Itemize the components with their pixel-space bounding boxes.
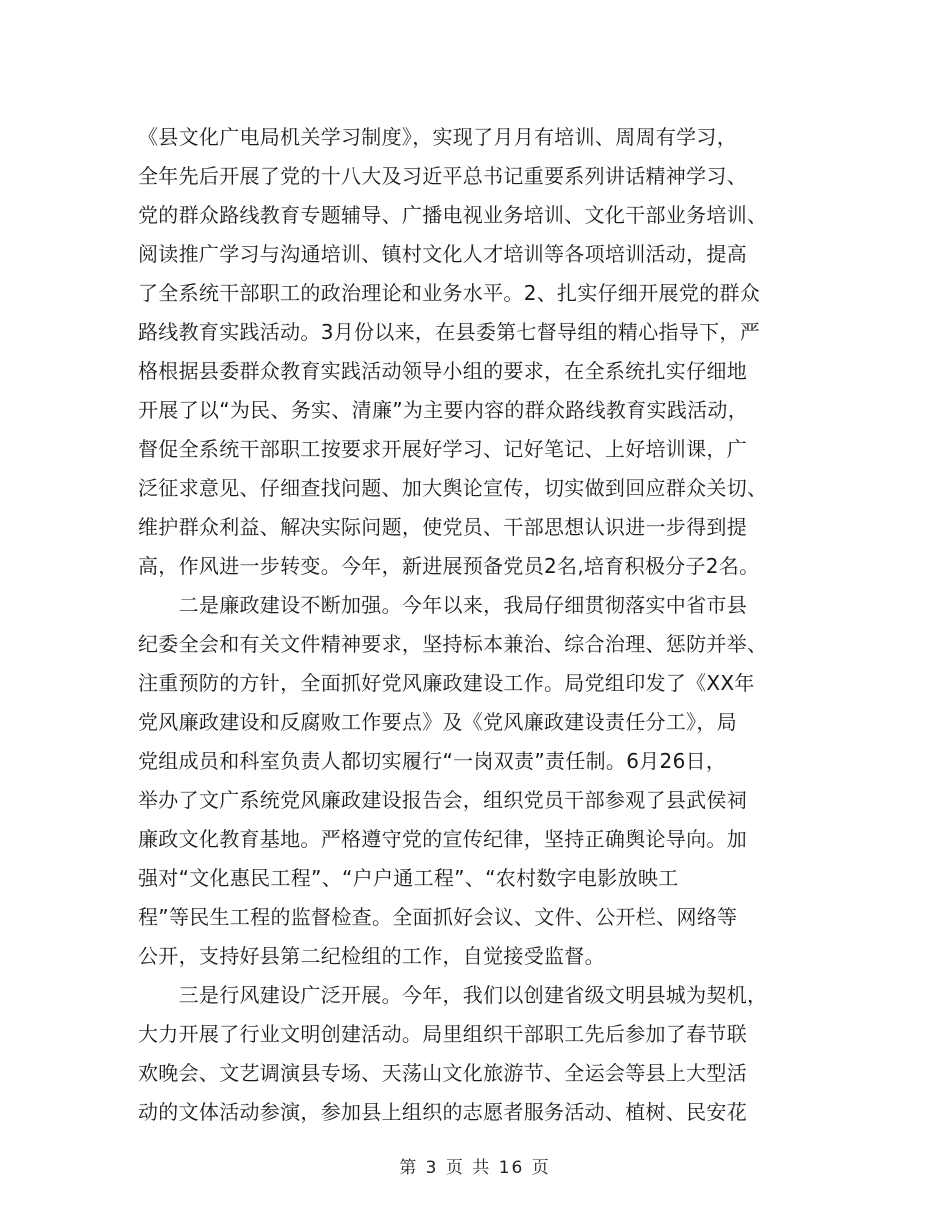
text-line: 党风廉政建设和反腐败工作要点》及《党风廉政建设责任分工》，局 — [138, 710, 737, 734]
text-line: 阅读推广学习与沟通培训、镇村文化人才培训等各项培训活动，提高 — [138, 242, 747, 266]
text-line: 了全系统干部职工的政治理论和业务水平。2、扎实仔细开展党的群众 — [138, 281, 761, 305]
text-line: 党的群众路线教育专题辅导、广播电视业务培训、文化干部业务培训、 — [138, 203, 768, 227]
page-footer: 第 3 页 共 16 页 — [399, 1158, 551, 1178]
body-text — [138, 118, 818, 1132]
text-line: 公开，支持好县第二纪检组的工作，自觉接受监督。 — [138, 944, 605, 968]
text-line: 二是廉政建设不断加强。今年以来，我局仔细贯彻落实中省市县 — [138, 593, 747, 617]
text-line: 三是行风建设广泛开展。今年，我们以创建省级文明县城为契机， — [138, 983, 768, 1007]
text-line: 泛征求意见、仔细查找问题、加大舆论宣传，切实做到回应群众关切、 — [138, 476, 768, 500]
text-line: 举办了文广系统党风廉政建设报告会，组织党员干部参观了县武侯祠 — [138, 788, 747, 812]
text-line: 纪委全会和有关文件精神要求，坚持标本兼治、综合治理、惩防并举、 — [138, 632, 768, 656]
text-line: 注重预防的方针，全面抓好党风廉政建设工作。局党组印发了《XX年 — [138, 671, 755, 695]
text-line: 格根据县委群众教育实践活动领导小组的要求，在全系统扎实仔细地 — [138, 359, 747, 383]
text-line: 路线教育实践活动。3月份以来，在县委第七督导组的精心指导下，严 — [138, 320, 761, 344]
text-line: 高，作风进一步转变。今年，新进展预备党员2名,培育积极分子2名。 — [138, 554, 760, 578]
text-line: 开展了以“为民、务实、清廉”为主要内容的群众路线教育实践活动， — [138, 398, 749, 422]
text-line: 廉政文化教育基地。严格遵守党的宣传纪律，坚持正确舆论导向。加 — [138, 827, 747, 851]
text-line: 督促全系统干部职工按要求开展好学习、记好笔记、上好培训课，广 — [138, 437, 747, 461]
text-line: 《县文化广电局机关学习制度》，实现了月月有培训、周周有学习， — [138, 125, 737, 149]
text-line: 大力开展了行业文明创建活动。局里组织干部职工先后参加了春节联 — [138, 1022, 747, 1046]
text-line: 全年先后开展了党的十八大及习近平总书记重要系列讲话精神学习、 — [138, 164, 747, 188]
text-line: 动的文体活动参演，参加县上组织的志愿者服务活动、植树、民安花 — [138, 1100, 747, 1124]
text-line: 欢晚会、文艺调演县专场、天荡山文化旅游节、全运会等县上大型活 — [138, 1061, 747, 1085]
text-line: 强对“文化惠民工程”、“户户通工程”、“农村数字电影放映工 — [138, 866, 679, 890]
text-line: 维护群众利益、解决实际问题，使党员、干部思想认识进一步得到提 — [138, 515, 747, 539]
text-line: 党组成员和科室负责人都切实履行“一岗双责”责任制。6月26日， — [138, 749, 727, 773]
text-line: 程”等民生工程的监督检查。全面抓好会议、文件、公开栏、网络等 — [138, 905, 738, 929]
